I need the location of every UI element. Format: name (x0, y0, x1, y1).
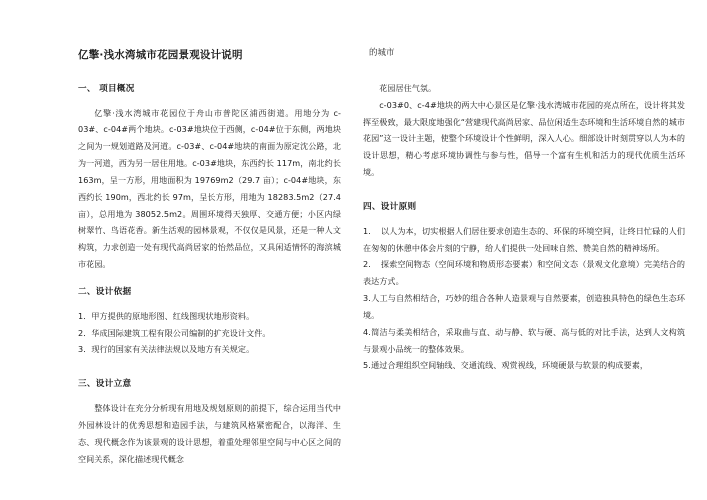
design-basis-list (78, 308, 341, 358)
list-item (363, 290, 685, 324)
list-item-text: 以人为本，切实根据人们居住要求创造生态的、环保的环境空间，让终日忙碌的人们在匆匆的休憩中体会片刻的宁静，给人们提供一处回味自然、赞美自然的精神场所。 (363, 225, 685, 253)
list-item-number: 2. (363, 259, 371, 270)
list-item (78, 308, 341, 325)
list-item-text: 人工与自然相结合，巧妙的组合各种人造景观与自然要素，创造独具特色的绿色生态环境。 (363, 293, 685, 320)
list-item (78, 341, 341, 358)
list-item-number: 4. (363, 326, 371, 337)
section-heading-design-basis: 二、设计依据 (78, 286, 132, 297)
section-heading-design-concept: 三、设计立意 (78, 379, 132, 390)
list-item (363, 357, 685, 374)
section-heading-design-principles: 四、设计原则 (363, 201, 417, 212)
document-title: 亿擎·浅水湾城市花园景观设计说明 (78, 49, 243, 61)
list-item-text: 甲方提供的原地形图、红线图现状地形资料。 (91, 310, 255, 321)
list-item (78, 325, 341, 342)
right-column (355, 0, 707, 500)
project-overview-paragraph: 亿擎·浅水湾城市花园位于舟山市普陀区浦西街道。用地分为 c-03#、c-04#两个地块。c-03#地块位于西侧，c-04#位于东侧，两地块之间为一规划道路及河道。c-03#、c-04#地块的南面为原定沈公路，北为一河道，西为另一居住用地。c-03#地块，东西约长 117m，南北约长 163m，呈一方形，用地面积为 19769m2（29.7 亩）；c-04#地块，东西约长 190m，西北约长 97m，呈长方形，用地为 18283.5m2（27.4 亩），总用地为 38052.5m2。周围环境得天独厚、交通方便；小区内绿树翠竹、鸟语花香。新生活观的园林景观，不仅仅是风景，还是一种人文构筑，力求创造一处有现代高尚居家的怡然品位，又具闲适情怀的海滨城市花园。 (78, 107, 341, 270)
list-item-number: 1. (363, 225, 371, 236)
list-item-text: 探索空间物态（空间环境和物质形态要素）和空间文态（景观文化意境）完美结合的表达方式。 (363, 259, 685, 287)
list-item-text: 通过合理组织空间轴线、交通流线、观赏视线，环境硬景与软景的构成要素， (371, 360, 648, 371)
design-principles-list (363, 223, 685, 374)
list-item-number: 5. (363, 360, 371, 371)
list-item (363, 256, 685, 290)
list-item (363, 324, 685, 358)
list-item (363, 223, 685, 257)
list-item-number: 3. (363, 293, 371, 304)
list-item-number: 2． (78, 327, 92, 338)
list-item-number: 3． (78, 344, 92, 355)
continuation-paragraph: c-03#0、c-4#地块的两大中心景区是亿擎·浅水湾城市花园的亮点所在，设计将其发挥至极致，最大限度地强化“营建现代高尚居家、品位闲适生态环境和生活环境自然的城市花园”这一设计主题，使整个环境设计个性鲜明，深入人心。细部设计时刻贯穿以人为本的设计思想，精心考虑环境协调性与参与性，倡导一个富有生机和活力的现代优质生活环境。 (363, 99, 685, 178)
list-item-text: 现行的国家有关法律法规以及地方有关规定。 (91, 344, 255, 355)
right-column-header: 的城市 (369, 48, 395, 58)
list-item-number: 1． (78, 310, 92, 321)
list-item-text: 简洁与柔美相结合，采取曲与直、动与静、软与硬、高与低的对比手法，达到人文构筑与景观小品统一的整体效果。 (363, 326, 685, 354)
continuation-line: 花园居住气氛。 (379, 82, 437, 93)
design-concept-paragraph: 整体设计在充分分析现有用地及规划原则的前提下，综合运用当代中外园林设计的优秀思想和造园手法，与建筑风格紧密配合，以海洋、生态、现代概念作为该景观的设计思想，着重处理邻里空间与中心区之间的空间关系，深化描述现代概念 (78, 403, 341, 464)
section-heading-project-overview: 一、 项目概况 (78, 83, 135, 94)
list-item-text: 华成国际建筑工程有限公司编制的扩充设计文件。 (91, 327, 271, 338)
